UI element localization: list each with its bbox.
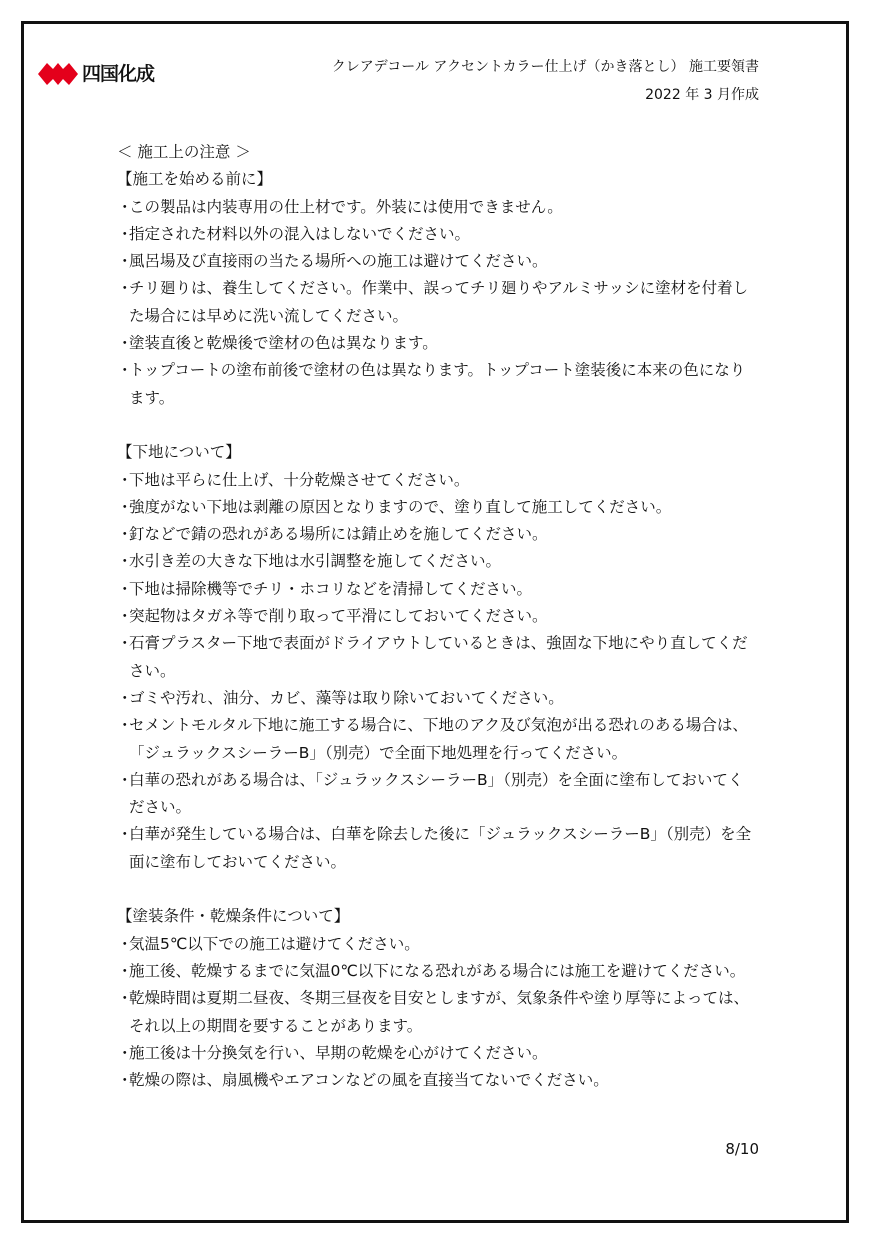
list-item xyxy=(117,521,757,548)
section-heading: 【塗装条件・乾燥条件について】 xyxy=(117,907,350,926)
bullet-mark: ・ xyxy=(117,934,133,953)
document-body xyxy=(117,139,757,1094)
list-item-text: 水引き差の大きな下地は水引調整を施してください。 xyxy=(129,552,502,571)
bullet-mark: ・ xyxy=(117,224,133,243)
list-item-text: 風呂場及び直接雨の当たる場所への施工は避けてください。 xyxy=(129,252,548,271)
document-date: 2022 年 3 月作成 xyxy=(645,87,759,103)
bullet-mark: ・ xyxy=(117,579,133,598)
bullet-mark: ・ xyxy=(117,470,133,489)
list-item-text: 施工後は十分換気を行い、早期の乾燥を心がけてください。 xyxy=(129,1043,548,1062)
company-logo-text: 四国化成 xyxy=(82,62,155,85)
notice-heading: ＜ 施工上の注意 ＞ xyxy=(117,143,251,161)
list-item xyxy=(117,630,757,685)
bullet-mark: ・ xyxy=(117,279,133,298)
bullet-mark: ・ xyxy=(117,825,133,844)
company-logo-mark-icon xyxy=(38,60,78,88)
list-item xyxy=(117,767,757,822)
list-item-text: トップコートの塗布前後で塗材の色は異なります。トップコート塗装後に本来の色になります。 xyxy=(129,361,746,407)
list-item xyxy=(117,548,757,575)
list-item xyxy=(117,685,757,712)
list-item xyxy=(117,194,757,221)
bullet-mark: ・ xyxy=(117,770,133,789)
list-item xyxy=(117,821,757,876)
list-item xyxy=(117,603,757,630)
list-item-text: 指定された材料以外の混入はしないでください。 xyxy=(129,224,471,243)
bullet-mark: ・ xyxy=(117,197,133,216)
section-heading: 【施工を始める前に】 xyxy=(117,170,273,189)
bullet-mark: ・ xyxy=(117,688,133,707)
bullet-mark: ・ xyxy=(117,607,133,626)
bullet-mark: ・ xyxy=(117,525,133,544)
section-spacer xyxy=(117,412,757,439)
bullet-mark: ・ xyxy=(117,552,133,571)
section-spacer xyxy=(117,876,757,903)
list-item-text: 石膏プラスター下地で表面がドライアウトしているときは、強固な下地にやり直してください。 xyxy=(129,634,748,680)
list-item xyxy=(117,712,757,767)
list-item xyxy=(117,1040,757,1067)
bullet-mark: ・ xyxy=(117,634,133,653)
list-item xyxy=(117,248,757,275)
list-item-text: 塗装直後と乾燥後で塗材の色は異なります。 xyxy=(129,334,438,353)
list-item-text: 釘などで錆の恐れがある場所には錆止めを施してください。 xyxy=(129,525,548,544)
list-item-text: 施工後、乾燥するまでに気温0℃以下になる恐れがある場合には施工を避けてください。 xyxy=(129,961,746,980)
bullet-mark: ・ xyxy=(117,1071,133,1090)
list-item-text: 乾燥時間は夏期二昼夜、冬期三昼夜を目安としますが、気象条件や塗り厚等によっては、それ以上の期間を要することがあります。 xyxy=(129,989,750,1035)
section-heading: 【下地について】 xyxy=(117,443,241,462)
bullet-mark: ・ xyxy=(117,989,133,1008)
bullet-mark: ・ xyxy=(117,1043,133,1062)
list-item xyxy=(117,958,757,985)
list-item xyxy=(117,1067,757,1094)
list-item-text: 白華の恐れがある場合は、「ジュラックスシーラーB」（別売）を全面に塗布しておいてください。 xyxy=(129,770,744,817)
list-item xyxy=(117,357,757,412)
list-item xyxy=(117,985,757,1040)
list-item-text: 気温5℃以下での施工は避けてください。 xyxy=(129,934,420,953)
list-item-text: 乾燥の際は、扇風機やエアコンなどの風を直接当てないでください。 xyxy=(129,1071,609,1090)
list-item xyxy=(117,330,757,357)
list-item-text: チリ廻りは、養生してください。作業中、誤ってチリ廻りやアルミサッシに塗材を付着した場合には早めに洗い流してください。 xyxy=(129,279,749,325)
list-item-text: 白華が発生している場合は、白華を除去した後に「ジュラックスシーラーB」（別売）を全面に塗布しておいてください。 xyxy=(129,825,752,871)
list-item xyxy=(117,275,757,330)
list-item xyxy=(117,494,757,521)
bullet-mark: ・ xyxy=(117,497,133,516)
company-logo xyxy=(38,59,154,89)
list-item-text: 下地は平らに仕上げ、十分乾燥させてください。 xyxy=(129,470,470,489)
page-number: 8/10 xyxy=(725,1140,759,1158)
list-item-text: 強度がない下地は剥離の原因となりますので、塗り直して施工してください。 xyxy=(129,497,672,516)
list-item-text: この製品は内装専用の仕上材です。外装には使用できません。 xyxy=(129,197,563,216)
list-item xyxy=(117,221,757,248)
list-item-text: セメントモルタル下地に施工する場合に、下地のアク及び気泡が出る恐れのある場合は、「ジュラックスシーラーB」（別売）で全面下地処理を行ってください。 xyxy=(129,716,748,762)
bullet-mark: ・ xyxy=(117,334,133,353)
list-item xyxy=(117,931,757,958)
bullet-mark: ・ xyxy=(117,361,133,380)
bullet-mark: ・ xyxy=(117,716,133,735)
list-item-text: ゴミや汚れ、油分、カビ、藻等は取り除いておいてください。 xyxy=(129,688,564,707)
list-item xyxy=(117,467,757,494)
list-item-text: 下地は掃除機等でチリ・ホコリなどを清掃してください。 xyxy=(129,579,533,598)
document-title: クレアデコール アクセントカラー仕上げ（かき落とし） 施工要領書 xyxy=(331,59,759,75)
list-item xyxy=(117,576,757,603)
bullet-mark: ・ xyxy=(117,252,133,271)
bullet-mark: ・ xyxy=(117,961,133,980)
list-item-text: 突起物はタガネ等で削り取って平滑にしておいてください。 xyxy=(129,607,548,626)
